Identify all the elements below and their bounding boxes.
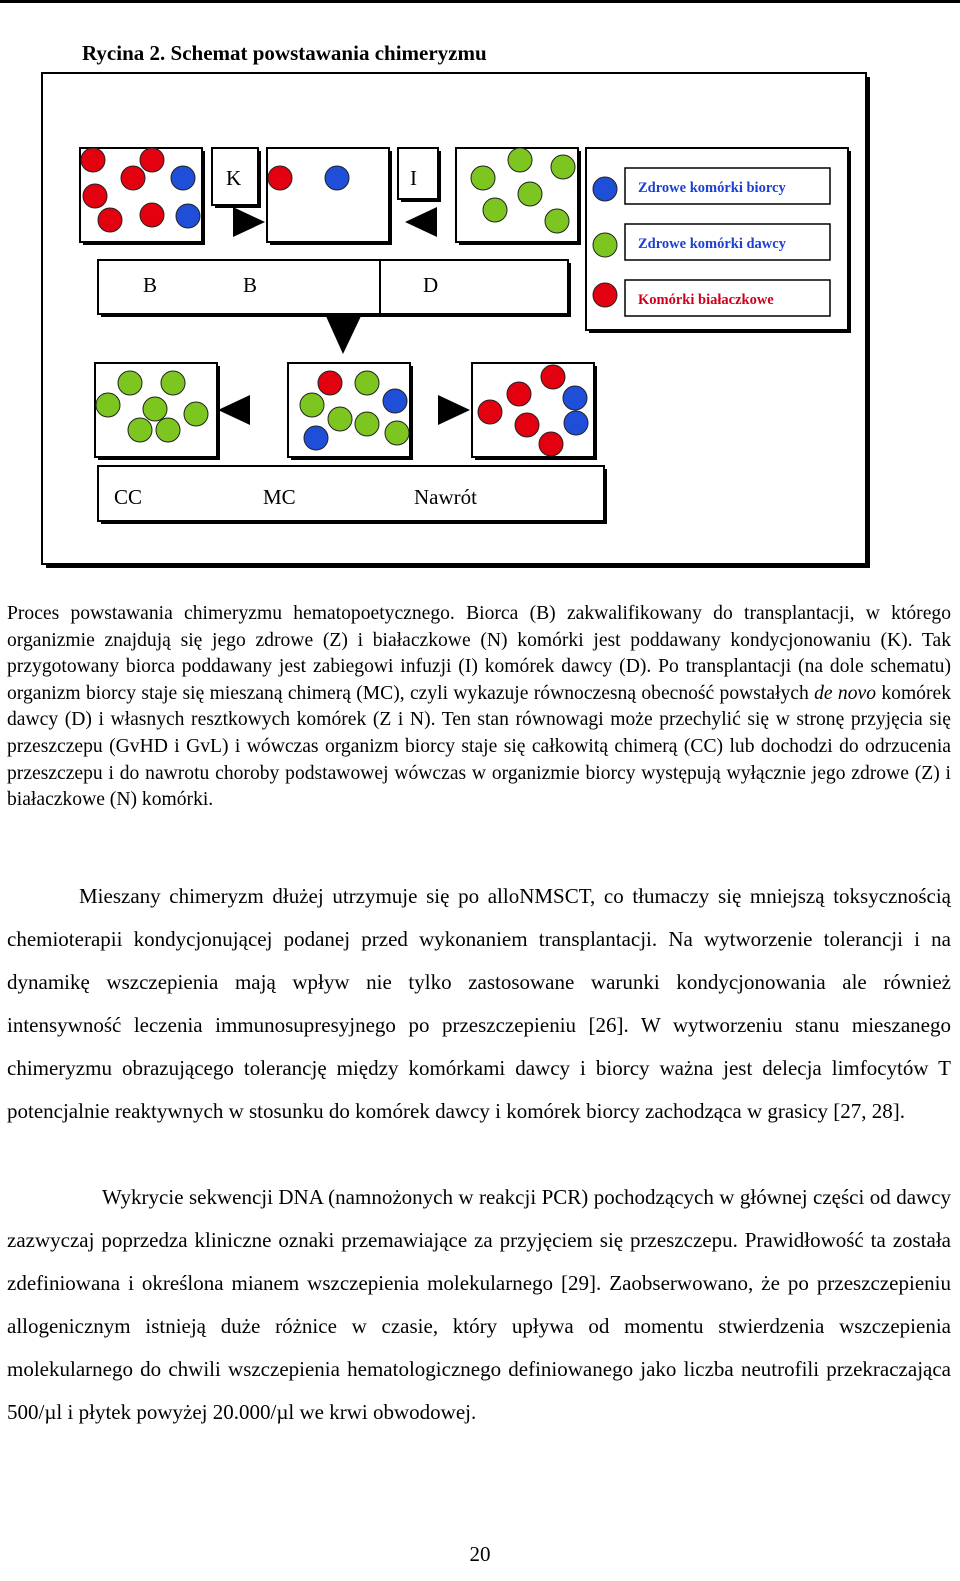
paragraph-mixed-chimerism: Mieszany chimeryzm dłużej utrzymuje się po alloNMSCT, co tłumaczy się mniejszą toksycznością chemioterapii kondycjonującej podanej przed wykonaniem transplantacji. Na wytworzenie tolerancji i na dynamikę wszczepienia mają wpływ nie tylko zastosowane warunki kondycjonowania ale również intensywność leczenia immunosupresyjnego po przeszczepieniu [26]. W wytworzeniu stanu mieszanego chimeryzmu obrazującego tolerancję między komórkami dawcy i biorcy ważna jest delecja limfocytów T potencjalnie reaktywnych w stosunku do komórek dawcy i komórek biorcy zachodząca w grasicy [27, 28]. [7,884,951,1123]
description-part2: komórek dawcy (D) i własnych resztkowych komórek (Z i N). Ten stan równowagi może przechylić się w stronę przyjęcia się przeszczepu (GvHD i GvL) i wówczas organizm biorcy staje się całkowitą chimerą (CC) lub dochodzi do odrzucenia przeszczepu i do nawrotu choroby podstawowej wówczas w organizmie biorcy występują wyłącznie jego zdrowe (Z) i białaczkowe (N) komórki. [7,682,951,811]
donor-cell-icon [593,233,617,257]
description-part1: Proces powstawania chimeryzmu hematopoetycznego. Biorca (B) zakwalifikowany do transplantacji, w którego organizmie znajdują się jego zdrowe (Z) i białaczkowe (N) komórki jest poddawany kondycjonowaniu (K). Tak przygotowany biorca poddawany jest zabiegowi infuzji (I) komórek dawcy (D). Po transplantacji (na dole schematu) organizm biorcy staje się mieszaną chimerą (MC), czyli wykazuje równoczesną obecność powstałych [7,603,951,704]
figure-caption: Rycina 2. Schemat powstawania chimeryzmu [82,41,487,65]
chimerism-diagram [0,0,960,580]
recipient-conditioned-box [267,148,392,245]
label-k: K [226,166,242,190]
label-relapse: Nawrót [414,485,477,509]
leukemic-cell-icon [593,283,617,307]
infusion-box [398,148,441,202]
label-b2: B [243,273,258,297]
recipient-cell-icon [593,177,617,201]
bottom-label-bar [98,466,604,521]
paragraph-molecular-engraftment: Wykrycie sekwencji DNA (namnożonych w reakcji PCR) pochodzących w głównej części od dawcy zazwyczaj poprzedza kliniczne oznaki przemawiające za przyjęciem się przeszczepu. Prawidłowość ta została zdefiniowana i określona mianem wszczepienia molekularnego [29]. Zaobserwowano, że po przeszczepieniu allogenicznym istnieją duże różnice w czasie, który upływa od momentu stwierdzenia wszczepienia molekularnego do chwili wszczepienia hematologicznego definiowanego jako liczba neutrofili przekraczająca 500/µl i płytek powyżej 20.000/µl we krwi obwodowej. [7,1185,951,1424]
label-cc: CC [114,485,143,509]
legend-label-donor: Zdrowe komórki dawcy [638,236,786,252]
legend-label-recipient: Zdrowe komórki biorcy [638,180,786,196]
middle-label-bar [98,260,568,314]
description-italic: de novo [814,682,877,704]
label-i: I [410,166,417,190]
label-b1: B [143,273,158,297]
label-d: D [423,273,439,297]
page-number: 20 [469,1542,491,1566]
legend-label-leukemic: Komórki białaczkowe [638,292,774,308]
figure-description [7,601,951,814]
label-mc: MC [263,485,296,509]
